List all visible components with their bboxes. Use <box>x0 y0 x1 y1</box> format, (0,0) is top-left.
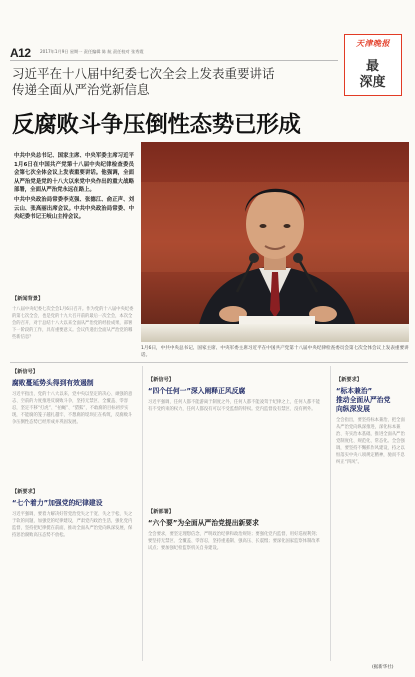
page-number: A12 <box>10 46 31 60</box>
section-label-line2: 深度 <box>359 75 386 90</box>
column-2-section-2-tag: 【新部署】 <box>148 509 174 515</box>
column-1-section-1-text: 习近平指出，党的十八大以来，党中央以坚定的决心、顽强的意志、空前的力度推进反腐败斗争，坚持无禁区、全覆盖、零容忍，坚定不移“打虎”、“拍蝇”、“猎狐”，不敢腐的目标初步实现，不能腐的笼子越扎越牢，不想腐的堤坝正在构筑，反腐败斗争压倒性态势已经形成并巩固发展。 <box>12 392 133 425</box>
column-1-section-1-heading: 腐败蔓延势头得到有效遏制 <box>12 379 94 387</box>
column-3-text: 全会指出，要坚持标本兼治，把全面从严治党向纵深推进，深化标本兼治、夯实治本基础，推进全面从严治党制度化、规范化、常态化。全会强调，要坚持不懈抓作风建设，持之以恒落实中央八项规定精神，驰而不息纠正“四风”。 <box>336 418 405 465</box>
masthead <box>344 34 402 96</box>
column-2-section-1-text: 习近平强调，任何人都不能游离于制度之外，任何人都不能凌驾于纪律之上，任何人都不能有不受约束的权力，任何人都没有可以不受监督的特权。党内监督没有禁区、没有例外。 <box>148 400 320 412</box>
column-1-section-2-tag: 【新要求】 <box>12 489 38 495</box>
section-label <box>345 59 400 91</box>
column-3 <box>336 376 408 466</box>
news-photo <box>141 142 409 342</box>
source-credit: (据新华社) <box>372 665 394 670</box>
column-2-section-2-heading: “六个要”为全面从严治党提出新要求 <box>148 519 259 527</box>
column-2-section-1 <box>148 376 323 413</box>
column-1-intro <box>12 295 136 341</box>
column-1-section-1 <box>12 368 136 426</box>
page-meta: 2017年1月9日 星期一 责任编辑 陈 航 责任校对 张秀霞 <box>40 49 144 54</box>
lead-text <box>14 152 134 222</box>
photo-caption: 1月6日，中共中央总书记、国家主席、中央军委主席习近平在中国共产党第十八届中央纪律检查委员会第七次全体会议上发表重要讲话。 <box>141 346 409 358</box>
column-1-section-1-tag: 【新信号】 <box>12 369 38 375</box>
subtitle-line-2: 传递全面从严治党新信息 <box>12 82 150 97</box>
lead-paragraph-2: 中共中央政治局常委李克强、张德江、俞正声、刘云山、张高丽出席会议。中共中央政治局常委、中央纪委书记王岐山主持会议。 <box>14 196 134 221</box>
header-rule <box>10 60 338 61</box>
column-3-heading-line-3: 向纵深发展 <box>336 405 370 413</box>
column-2-section-1-heading: “四个任何一”深入阐释正风反腐 <box>148 387 246 395</box>
column-3-tag: 【新要求】 <box>336 377 362 383</box>
section-rule <box>10 362 408 363</box>
column-1-section-2-heading: “七个着力”加强党的纪律建设 <box>12 499 103 507</box>
column-1-section-2 <box>12 488 136 539</box>
column-1-section-2-text: 习近平强调，要着力解决好管党治党失之于宽、失之于松、失之于软的问题，加强党的纪律建设，严肃党内政治生活，强化党内监督，坚持把纪律挺在前面，推动全面从严治党向纵深发展，保持惩治腐败高压态势不放松。 <box>12 512 133 538</box>
lead-paragraph-1: 中共中央总书记、国家主席、中央军委主席习近平1月6日在中国共产党第十八届中央纪律检查委员会第七次全体会议上发表重要讲话。他强调，全面从严治党是党的十八大以来党中央作出的重大战略部署，全面从严治党永远在路上。 <box>14 153 134 194</box>
newspaper-name: 天津晚报 <box>356 38 390 48</box>
column-1-tag: 【新闻背景】 <box>12 296 44 302</box>
column-3-heading-line-2: 推动全面从严治党 <box>336 396 391 404</box>
column-3-heading-line-1: “标本兼治” <box>336 387 373 395</box>
column-divider-2 <box>330 366 331 661</box>
subtitle-line-1: 习近平在十八届中纪委七次全会上发表重要讲话 <box>12 66 275 81</box>
page-header <box>10 46 330 60</box>
speaker-photo-illustration <box>141 142 409 342</box>
column-divider-1 <box>142 366 143 661</box>
article-subtitle <box>12 66 342 98</box>
column-1-text: 十八届中央纪委七次全会1月6日召开。作为党的十八届中央纪委的第七次全会，也是党的十九大召开前的最后一次全会，本次全会的召开，对于总结十八大以来全面从严治党的经验成果，部署下一阶段的工作，具有重要意义。会议传递出全面从严治党的哪些新信息？ <box>12 307 134 340</box>
column-3-heading <box>336 387 408 414</box>
column-2-section-2 <box>148 508 323 552</box>
article-headline: 反腐败斗争压倒性态势已形成 <box>12 112 301 138</box>
section-label-line1: 最 <box>365 59 379 74</box>
column-2-section-1-tag: 【新信号】 <box>148 377 174 383</box>
column-2-section-2-text: 全会要求，要坚定理想信念，严明政治纪律和政治规矩；要强化党内监督，用好巡视利剑；要坚持无禁区、全覆盖、零容忍，坚持重遏制、强高压、长震慑；要深化国家监察体制改革试点；要加强纪检监察机关自身建设。 <box>148 532 320 551</box>
